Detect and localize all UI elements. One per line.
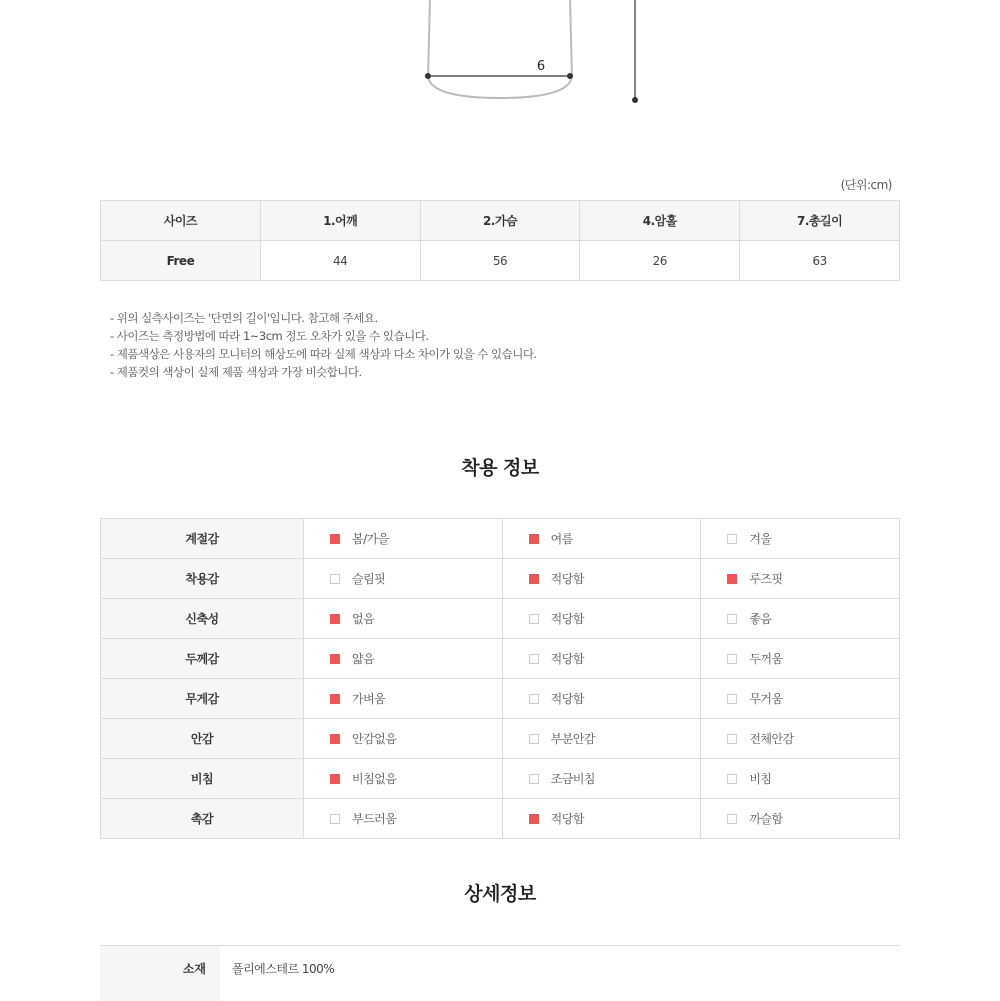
measure-label: 6	[536, 59, 546, 74]
fit-option-label: 부분안감	[550, 732, 596, 746]
fit-option	[701, 719, 900, 759]
size-table	[100, 200, 900, 281]
unchecked-square-icon	[529, 614, 539, 624]
fit-option-label: 적당함	[550, 572, 584, 586]
unchecked-square-icon	[727, 814, 737, 824]
unchecked-square-icon	[529, 654, 539, 664]
checked-square-icon	[330, 614, 340, 624]
value-cell: 63	[740, 241, 900, 281]
unchecked-square-icon	[529, 694, 539, 704]
note-line: - 사이즈는 측정방법에 따라 1~3cm 정도 오차가 있을 수 있습니다.	[110, 329, 429, 343]
checked-square-icon	[529, 534, 539, 544]
table-row	[101, 519, 900, 559]
fit-option	[304, 519, 503, 559]
fit-option-label: 없음	[352, 612, 375, 626]
size-table-header	[101, 201, 900, 241]
fit-row-label: 착용감	[101, 559, 304, 599]
note-line: - 제품컷의 색상이 실제 제품 색상과 가장 비슷합니다.	[110, 365, 362, 379]
fit-option-label: 비침없음	[352, 772, 397, 786]
unchecked-square-icon	[727, 734, 737, 744]
note-line: - 위의 실측사이즈는 '단면의 길이'입니다. 참고해 주세요.	[110, 311, 378, 325]
table-row	[101, 599, 900, 639]
unchecked-square-icon	[727, 774, 737, 784]
measure-point-left	[425, 73, 431, 79]
fit-info-title: 착용 정보	[461, 457, 539, 479]
checked-square-icon	[330, 534, 340, 544]
value-cell: 44	[260, 241, 420, 281]
fit-row-label: 계절감	[101, 519, 304, 559]
fit-option-label: 적당함	[550, 652, 584, 666]
fit-row-label: 무게감	[101, 679, 304, 719]
unchecked-square-icon	[529, 774, 539, 784]
fit-option-label: 전체안감	[749, 732, 794, 746]
checked-square-icon	[529, 814, 539, 824]
fit-option-label: 좋음	[749, 612, 772, 626]
unchecked-square-icon	[727, 654, 737, 664]
fit-option-label: 비침	[749, 772, 772, 786]
fit-row-label: 안감	[101, 719, 304, 759]
fit-option	[304, 719, 503, 759]
unchecked-square-icon	[727, 694, 737, 704]
checked-square-icon	[330, 654, 340, 664]
detail-value-material: 폴리에스테르 100%	[232, 962, 335, 976]
unit-note: (단위:cm)	[840, 178, 892, 192]
garment-outline	[428, 0, 572, 98]
detail-info-table	[100, 945, 900, 1001]
fit-option	[701, 559, 900, 599]
checked-square-icon	[529, 574, 539, 584]
fit-option-label: 적당함	[550, 692, 584, 706]
detail-label-material: 소재	[100, 946, 220, 1001]
fit-option-label: 두꺼움	[749, 652, 783, 666]
table-row	[101, 559, 900, 599]
fit-row-label: 두께감	[101, 639, 304, 679]
fit-option-label: 적당함	[550, 612, 584, 626]
table-row	[101, 799, 900, 839]
detail-info-title: 상세정보	[464, 883, 536, 905]
fit-option-label: 까슬함	[749, 812, 783, 826]
unchecked-square-icon	[529, 734, 539, 744]
fit-option	[304, 799, 503, 839]
measure-point-right	[567, 73, 573, 79]
header-cell: 4.암홀	[580, 201, 740, 241]
table-row	[101, 241, 900, 281]
fit-option	[304, 639, 503, 679]
header-cell: 7.총길이	[740, 201, 900, 241]
fit-option-label: 얇음	[352, 652, 375, 666]
size-notes	[110, 309, 537, 381]
unchecked-square-icon	[330, 574, 340, 584]
fit-option	[701, 679, 900, 719]
fit-option-label: 부드러움	[352, 812, 397, 826]
fit-option	[701, 759, 900, 799]
fit-option	[701, 599, 900, 639]
fit-option	[304, 599, 503, 639]
fit-option	[701, 519, 900, 559]
fit-option	[502, 719, 701, 759]
fit-option-label: 루즈핏	[749, 572, 783, 586]
fit-option	[502, 519, 701, 559]
fit-info-table	[100, 518, 900, 839]
fit-option-label: 겨울	[749, 532, 772, 546]
fit-option	[304, 559, 503, 599]
fit-option-label: 여름	[550, 532, 573, 546]
checked-square-icon	[330, 774, 340, 784]
checked-square-icon	[330, 734, 340, 744]
fit-option	[502, 799, 701, 839]
fit-option	[502, 679, 701, 719]
size-diagram	[0, 0, 1000, 110]
fit-option-label: 조금비침	[550, 772, 596, 786]
header-cell: 1.어깨	[260, 201, 420, 241]
header-cell: 2.가슴	[420, 201, 580, 241]
checked-square-icon	[330, 694, 340, 704]
size-cell: Free	[101, 241, 261, 281]
fit-option	[701, 639, 900, 679]
fit-row-label: 비침	[101, 759, 304, 799]
fit-row-label: 신축성	[101, 599, 304, 639]
table-row	[101, 679, 900, 719]
fit-option	[304, 679, 503, 719]
fit-option	[304, 759, 503, 799]
fit-row-label: 촉감	[101, 799, 304, 839]
fit-option	[502, 759, 701, 799]
value-cell: 56	[420, 241, 580, 281]
note-line: - 제품색상은 사용자의 모니터의 해상도에 따라 실제 색상과 다소 차이가 있을 수 있습니다.	[110, 347, 537, 361]
fit-option	[701, 799, 900, 839]
header-cell: 사이즈	[101, 201, 261, 241]
fit-option-label: 봄/가을	[352, 532, 389, 546]
unchecked-square-icon	[727, 534, 737, 544]
fit-option	[502, 599, 701, 639]
fit-option-label: 안감없음	[352, 732, 397, 746]
table-row	[101, 759, 900, 799]
fit-option	[502, 559, 701, 599]
fit-option-label: 적당함	[550, 812, 584, 826]
fit-option-label: 가벼움	[352, 692, 386, 706]
fit-option-label: 무거움	[749, 692, 783, 706]
measure-point-bottom	[632, 97, 638, 103]
fit-option-label: 슬림핏	[352, 572, 386, 586]
value-cell: 26	[580, 241, 740, 281]
unchecked-square-icon	[727, 614, 737, 624]
fit-option	[502, 639, 701, 679]
table-row	[101, 719, 900, 759]
table-row	[101, 639, 900, 679]
unchecked-square-icon	[330, 814, 340, 824]
checked-square-icon	[727, 574, 737, 584]
